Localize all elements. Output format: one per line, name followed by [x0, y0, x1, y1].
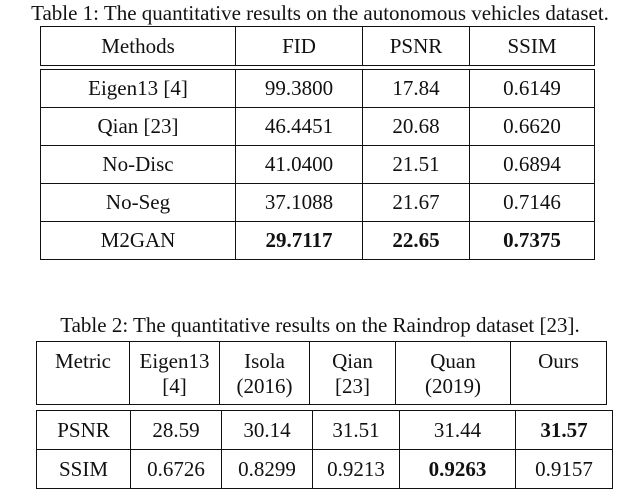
table2-header-qian — [310, 342, 396, 405]
header-line: [23] — [335, 374, 370, 398]
method-cell: Eigen13 [4] — [41, 70, 236, 108]
header-line: Quan — [430, 349, 476, 373]
value-cell: 28.59 — [131, 411, 222, 450]
header-line: Eigen13 — [139, 349, 210, 373]
ssim-cell: 0.7146 — [470, 184, 595, 222]
table2-header-row — [37, 342, 607, 405]
table-row — [37, 411, 613, 450]
table1-header — [40, 26, 595, 66]
method-cell: No-Disc — [41, 146, 236, 184]
value-cell: 0.8299 — [222, 450, 313, 489]
header-line: (2016) — [236, 374, 293, 398]
value-cell: 0.9157 — [516, 450, 613, 489]
header-line: [4] — [162, 374, 187, 398]
table-row — [37, 450, 613, 489]
fid-cell: 46.4451 — [236, 108, 363, 146]
header-line: Metric — [55, 349, 111, 373]
table2-header-isola — [220, 342, 310, 405]
header-line: Ours — [538, 349, 579, 373]
table1-header-row — [41, 27, 595, 66]
psnr-cell: 21.51 — [363, 146, 470, 184]
table1-header-ssim: SSIM — [470, 27, 595, 66]
fid-cell: 41.0400 — [236, 146, 363, 184]
table-row — [41, 70, 595, 108]
table2-caption: Table 2: The quantitative results on the Raindrop dataset [23]. — [60, 313, 580, 337]
fid-cell-best: 29.7117 — [236, 222, 363, 260]
table2-body — [36, 410, 613, 489]
method-cell: M2GAN — [41, 222, 236, 260]
metric-cell: PSNR — [37, 411, 131, 450]
ssim-cell: 0.6894 — [470, 146, 595, 184]
value-cell: 30.14 — [222, 411, 313, 450]
value-cell: 31.51 — [313, 411, 400, 450]
table-row — [41, 222, 595, 260]
table-row — [41, 184, 595, 222]
metric-cell: SSIM — [37, 450, 131, 489]
table-row — [41, 108, 595, 146]
table2-header — [36, 341, 607, 405]
ssim-cell: 0.6149 — [470, 70, 595, 108]
psnr-cell: 21.67 — [363, 184, 470, 222]
header-line: Qian — [332, 349, 373, 373]
table1-header-psnr: PSNR — [363, 27, 470, 66]
ssim-cell-best: 0.7375 — [470, 222, 595, 260]
table1-header-fid: FID — [236, 27, 363, 66]
value-cell-best: 31.57 — [516, 411, 613, 450]
value-cell: 31.44 — [400, 411, 516, 450]
method-cell: No-Seg — [41, 184, 236, 222]
table1-header-methods: Methods — [41, 27, 236, 66]
fid-cell: 99.3800 — [236, 70, 363, 108]
table2-header-metric — [37, 342, 130, 405]
table1-caption: Table 1: The quantitative results on the autonomous vehicles dataset. — [31, 1, 609, 25]
psnr-cell: 20.68 — [363, 108, 470, 146]
value-cell: 0.6726 — [131, 450, 222, 489]
fid-cell: 37.1088 — [236, 184, 363, 222]
table2-header-quan — [396, 342, 511, 405]
header-line: (2019) — [425, 374, 481, 398]
table2-header-ours — [511, 342, 607, 405]
psnr-cell-best: 22.65 — [363, 222, 470, 260]
ssim-cell: 0.6620 — [470, 108, 595, 146]
table2-header-eigen13 — [130, 342, 220, 405]
value-cell: 0.9213 — [313, 450, 400, 489]
header-line: Isola — [244, 349, 285, 373]
table1-body — [40, 69, 595, 260]
value-cell-best: 0.9263 — [400, 450, 516, 489]
psnr-cell: 17.84 — [363, 70, 470, 108]
table-row — [41, 146, 595, 184]
method-cell: Qian [23] — [41, 108, 236, 146]
